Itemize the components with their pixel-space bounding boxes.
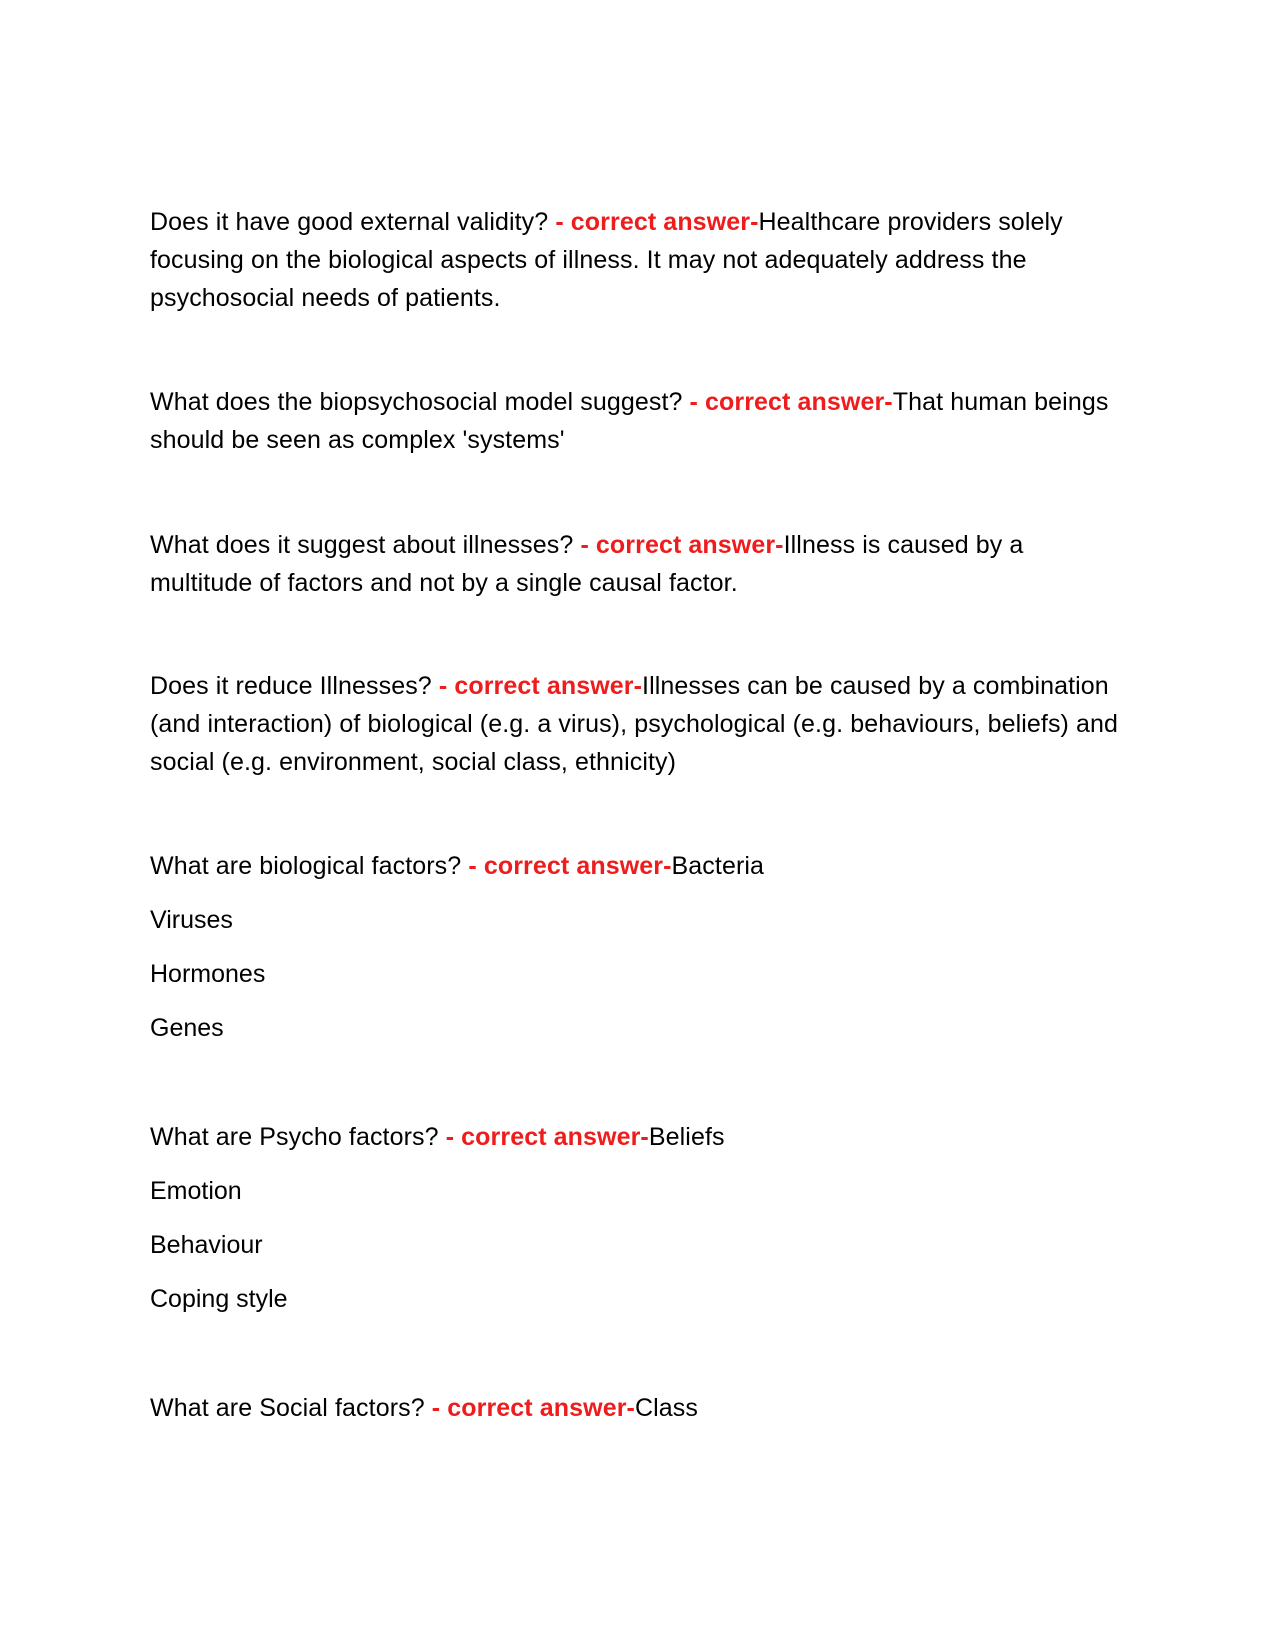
question-text: Does it reduce Illnesses? — [150, 672, 439, 700]
correct-answer-marker: - correct answer- — [438, 672, 643, 700]
qa-item — [150, 847, 1130, 885]
answer-list-item: Coping style — [150, 1285, 288, 1313]
answer-text: Healthcare providers solely focusing on the biological aspects of illness. It may not adequately address the psychosocial needs of patients. — [150, 208, 1063, 312]
correct-answer-marker: - correct answer- — [445, 1123, 649, 1151]
question-text: What are Social factors? — [150, 1394, 432, 1422]
answer-list-item: Genes — [150, 1014, 224, 1042]
answer-text: Illness is caused by a multitude of factors and not by a single causal factor. — [150, 531, 1024, 597]
qa-item — [150, 203, 1130, 317]
answer-text: Bacteria — [671, 852, 765, 880]
question-text: What are biological factors? — [150, 852, 469, 880]
qa-item — [150, 526, 1130, 602]
answer-list-item: Viruses — [150, 906, 233, 934]
correct-answer-marker: - correct answer- — [689, 388, 893, 416]
question-text: What does it suggest about illnesses? — [150, 531, 581, 559]
answer-list-item: Emotion — [150, 1177, 242, 1205]
answer-list-item: Behaviour — [150, 1231, 263, 1259]
question-text: Does it have good external validity? — [150, 208, 556, 236]
answer-list-item: Hormones — [150, 960, 266, 988]
qa-item — [150, 1389, 1130, 1427]
correct-answer-marker: - correct answer- — [555, 208, 759, 236]
qa-item — [150, 1118, 1130, 1156]
qa-item — [150, 667, 1130, 781]
correct-answer-marker: - correct answer- — [431, 1394, 635, 1422]
answer-text: Class — [634, 1394, 698, 1422]
question-text: What does the biopsychosocial model suggest? — [150, 388, 690, 416]
question-text: What are Psycho factors? — [150, 1123, 446, 1151]
correct-answer-marker: - correct answer- — [468, 852, 672, 880]
correct-answer-marker: - correct answer- — [580, 531, 784, 559]
answer-text: Beliefs — [648, 1123, 725, 1151]
answer-text: That human beings should be seen as complex 'systems' — [150, 388, 1109, 454]
answer-text: Illnesses can be caused by a combination (and interaction) of biological (e.g. a virus), psychological (e.g. behaviours, beliefs) and social (e.g. environment, social class, ethnicity) — [150, 672, 1119, 776]
qa-item — [150, 383, 1130, 459]
